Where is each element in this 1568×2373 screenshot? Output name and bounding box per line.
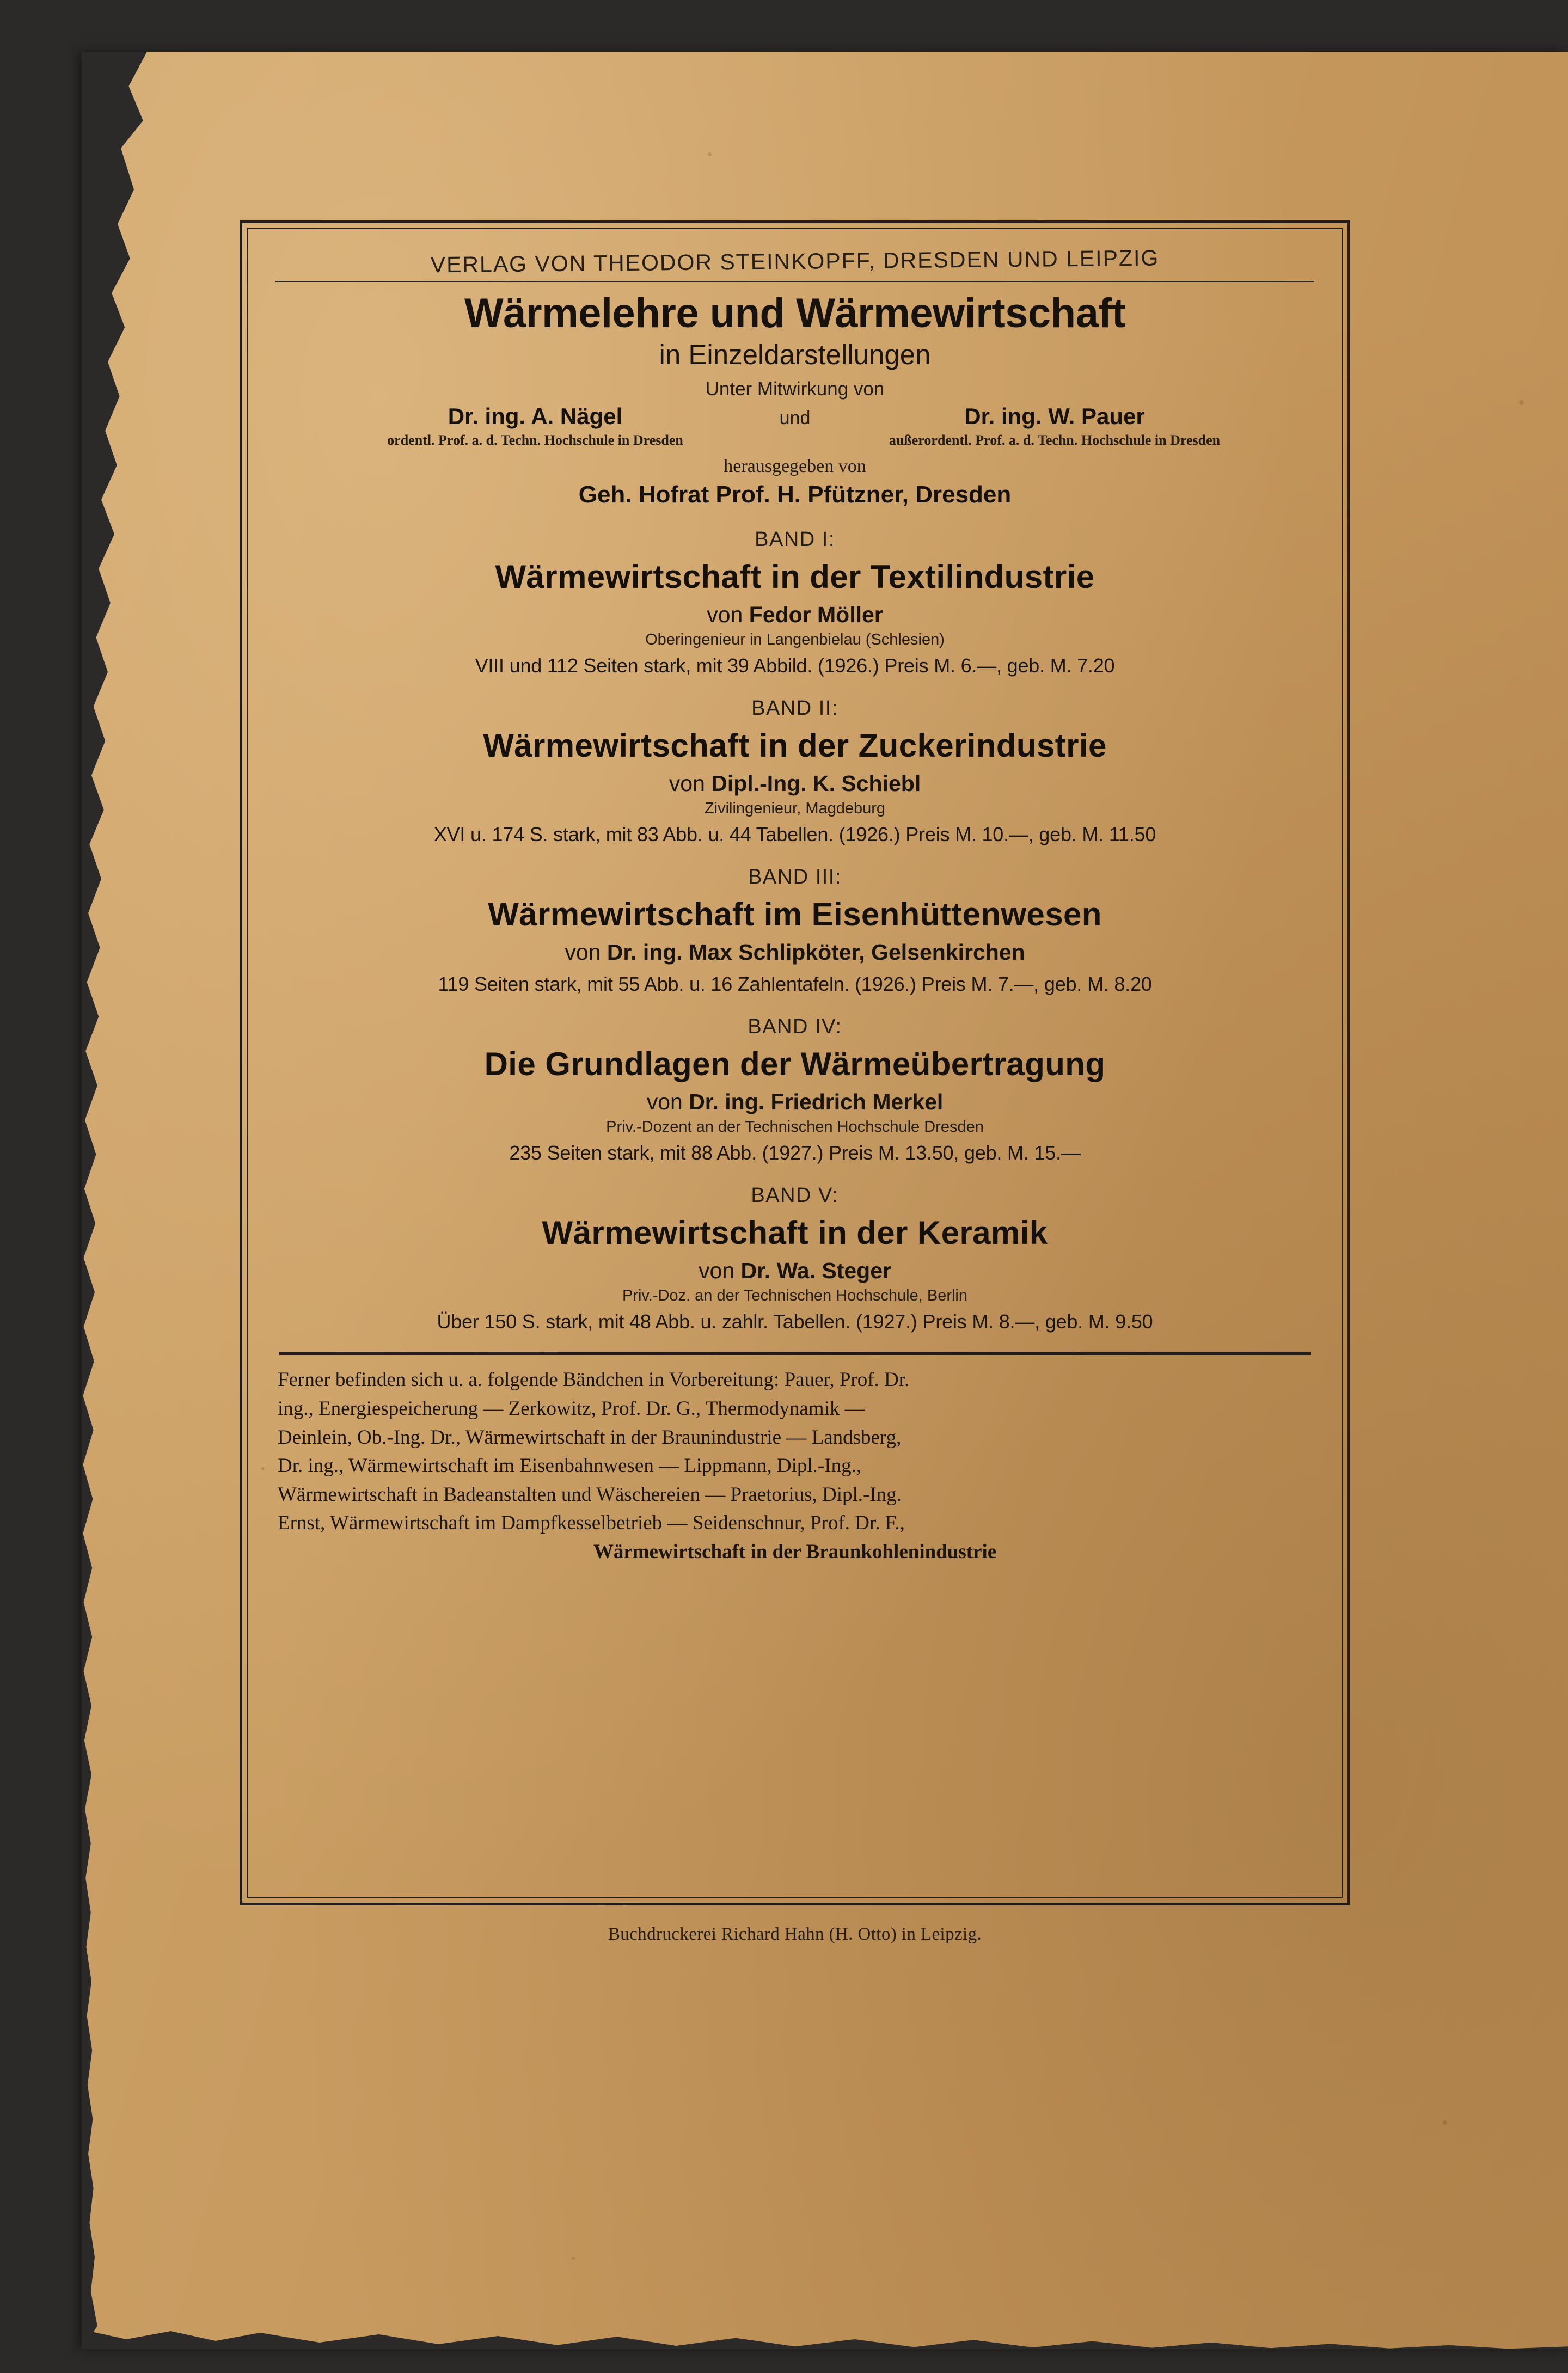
volume-entry bbox=[275, 1184, 1314, 1333]
published-by-name: Geh. Hofrat Prof. H. Pfützner, Dresden bbox=[578, 481, 1012, 508]
editor-role: außerordentl. Prof. a. d. Techn. Hochschule in Dresden bbox=[889, 432, 1221, 448]
volume-description: 119 Seiten stark, mit 55 Abb. u. 16 Zahlentafeln. (1926.) Preis M. 7.—, geb. M. 8.20 bbox=[438, 973, 1152, 996]
paper-speckle bbox=[708, 152, 712, 156]
volume-description: XVI u. 174 S. stark, mit 83 Abb. u. 44 Tabellen. (1926.) Preis M. 10.—, geb. M. 11.50 bbox=[433, 823, 1156, 846]
volume-affiliation: Zivilingenieur, Magdeburg bbox=[704, 800, 886, 818]
volume-author bbox=[275, 602, 1314, 628]
volume-author-name: Dipl.-Ing. K. Schiebl bbox=[711, 771, 921, 796]
series-title: Wärmelehre und Wärmewirtschaft bbox=[464, 290, 1125, 336]
volume-label: BAND IV: bbox=[748, 1015, 842, 1039]
volume-affiliation: Priv.-Doz. an der Technischen Hochschule, Berlin bbox=[622, 1287, 967, 1305]
volume-author bbox=[275, 1089, 1314, 1115]
volume-title: Die Grundlagen der Wärmeübertragung bbox=[484, 1046, 1106, 1083]
editor-entry-2 bbox=[857, 403, 1252, 449]
in-preparation-line: Wärmewirtschaft in Badeanstalten und Wäschereien — Praetorius, Dipl.-Ing. bbox=[278, 1483, 902, 1506]
in-preparation-line: Dr. ing., Wärmewirtschaft im Eisenbahnwesen — Lippmann, Dipl.-Ing., bbox=[278, 1455, 862, 1477]
volume-author-prefix: von bbox=[699, 1258, 741, 1284]
volume-entry bbox=[275, 866, 1314, 996]
divider-under-publisher bbox=[275, 281, 1314, 282]
volume-description: 235 Seiten stark, mit 88 Abb. (1927.) Preis M. 13.50, geb. M. 15.— bbox=[509, 1142, 1081, 1164]
paper-speckle bbox=[572, 2257, 575, 2260]
in-preparation-line: ing., Energiespeicherung — Zerkowitz, Prof. Dr. G., Thermodynamik — bbox=[278, 1397, 865, 1420]
paper-speckle bbox=[1519, 400, 1524, 405]
volume-affiliation: Oberingenieur in Langenbielau (Schlesien) bbox=[645, 631, 945, 649]
volume-affiliation: Priv.-Dozent an der Technischen Hochschule Dresden bbox=[606, 1118, 984, 1136]
volume-description: Über 150 S. stark, mit 48 Abb. u. zahlr. Tabellen. (1927.) Preis M. 8.—, geb. M. 9.50 bbox=[437, 1310, 1153, 1333]
book-page bbox=[82, 52, 1568, 2349]
volume-author bbox=[275, 771, 1314, 796]
in-preparation-line: Ferner befinden sich u. a. folgende Bändchen in Vorbereitung: Pauer, Prof. Dr. bbox=[278, 1369, 910, 1391]
volume-author-name: Dr. ing. Friedrich Merkel bbox=[689, 1089, 944, 1115]
volume-title: Wärmewirtschaft im Eisenhüttenwesen bbox=[488, 896, 1102, 933]
volume-label: BAND V: bbox=[751, 1184, 839, 1207]
torn-left-edge bbox=[82, 52, 147, 2349]
volume-label: BAND II: bbox=[751, 697, 838, 720]
paper-speckle bbox=[1443, 2120, 1447, 2125]
volume-entry bbox=[275, 528, 1314, 677]
series-subtitle: in Einzeldarstellungen bbox=[659, 339, 931, 370]
advertisement-content bbox=[247, 228, 1343, 1898]
in-preparation-line: Deinlein, Ob.-Ing. Dr., Wärmewirtschaft in der Braunindustrie — Landsberg, bbox=[278, 1426, 902, 1449]
volume-title: Wärmewirtschaft in der Keramik bbox=[542, 1215, 1048, 1252]
in-preparation-line: Wärmewirtschaft in der Braunkohlenindustrie bbox=[593, 1540, 997, 1563]
volume-author bbox=[275, 940, 1314, 965]
editors-row bbox=[275, 403, 1314, 449]
volume-author-name: Fedor Möller bbox=[749, 602, 883, 628]
volume-author-prefix: von bbox=[707, 602, 749, 628]
published-by-label: herausgegeben von bbox=[724, 456, 866, 477]
in-preparation-block bbox=[275, 1366, 1314, 1566]
volume-author-prefix: von bbox=[669, 771, 712, 796]
volume-description: VIII und 112 Seiten stark, mit 39 Abbild. (1926.) Preis M. 6.—, geb. M. 7.20 bbox=[475, 654, 1115, 677]
volume-entry bbox=[275, 1015, 1314, 1164]
volume-title: Wärmewirtschaft in der Textilindustrie bbox=[495, 559, 1095, 596]
volume-label: BAND III: bbox=[748, 866, 842, 889]
volume-author-name: Dr. Wa. Steger bbox=[740, 1258, 891, 1284]
volume-label: BAND I: bbox=[755, 528, 835, 551]
volume-entry bbox=[275, 697, 1314, 846]
editors-conjunction: und bbox=[779, 407, 811, 428]
volume-author bbox=[275, 1258, 1314, 1284]
collaboration-label: Unter Mitwirkung von bbox=[705, 378, 885, 400]
divider-above-preparation bbox=[279, 1352, 1311, 1355]
volume-author-name: Dr. ing. Max Schlipköter, Gelsenkirchen bbox=[607, 940, 1025, 965]
editor-role: ordentl. Prof. a. d. Techn. Hochschule in Dresden bbox=[387, 432, 683, 448]
editor-name: Dr. ing. W. Pauer bbox=[964, 403, 1145, 429]
advertisement-frame bbox=[240, 220, 1350, 1905]
editor-entry-1 bbox=[338, 403, 732, 449]
printer-imprint: Buchdruckerei Richard Hahn (H. Otto) in Leipzig. bbox=[608, 1924, 982, 1944]
publisher-line: VERLAG VON THEODOR STEINKOPFF, DRESDEN UND LEIPZIG bbox=[430, 245, 1160, 278]
editor-name: Dr. ing. A. Nägel bbox=[448, 403, 623, 429]
volume-author-prefix: von bbox=[565, 940, 607, 965]
volume-title: Wärmewirtschaft in der Zuckerindustrie bbox=[483, 727, 1107, 764]
in-preparation-line: Ernst, Wärmewirtschaft im Dampfkesselbetrieb — Seidenschnur, Prof. Dr. F., bbox=[278, 1512, 905, 1535]
volume-author-prefix: von bbox=[646, 1089, 689, 1115]
torn-bottom-edge bbox=[82, 2316, 1568, 2349]
